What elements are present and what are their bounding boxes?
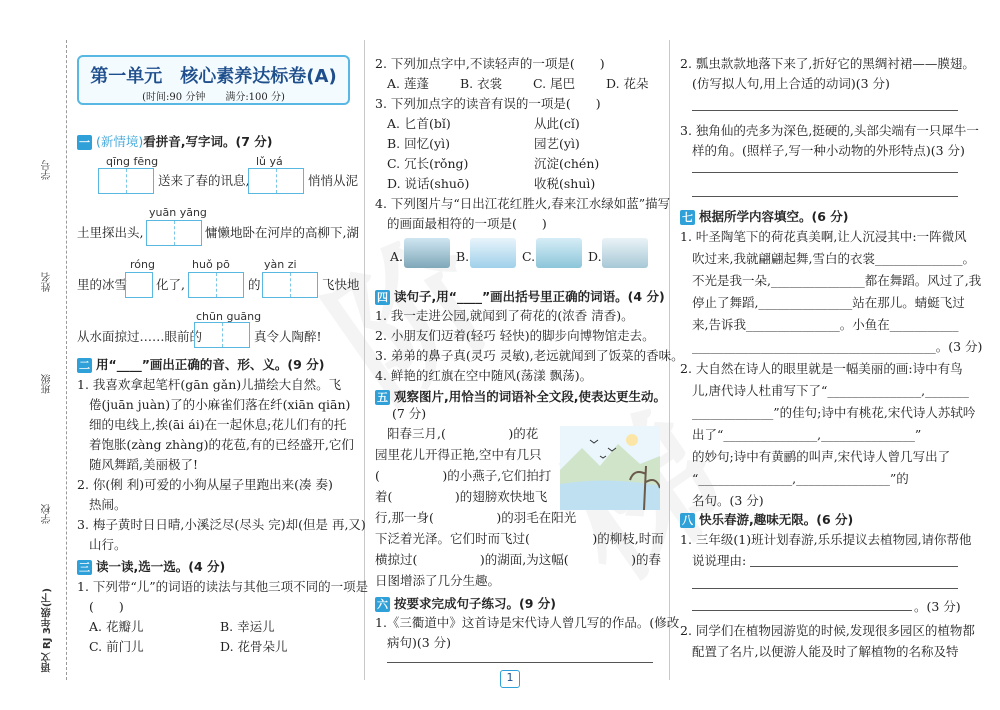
fill-line[interactable]: 来,告诉我_______________。小鱼在___________: [692, 317, 959, 332]
option-b[interactable]: B. 衣裳: [460, 76, 503, 91]
fill-line: 名句。(3 分): [692, 493, 764, 508]
pinyin: róng: [130, 258, 155, 271]
section-1-heading: 一 (新情境)看拼音,写字词。(7 分): [79, 134, 273, 149]
answer-grid[interactable]: [188, 272, 244, 298]
pinyin: lǔ yá: [256, 155, 283, 168]
question-line: 1. 我一走进公园,就闻到了荷花的(浓香 清香)。: [375, 308, 634, 323]
passage-line: ( )的小燕子,它们拍打: [375, 468, 552, 483]
question-line: 2. 你(俐 利)可爱的小狗从屋子里跑出来(凑 奏): [77, 477, 333, 492]
section-6-heading: 六 按要求完成句子练习。(9 分): [377, 596, 556, 611]
answer-line[interactable]: [387, 662, 653, 663]
question-line: 细的电线上,挨(āi ái)在一起休息;花儿们有的托: [89, 417, 347, 432]
option-a-image: [404, 238, 450, 268]
pinyin: yàn zi: [264, 258, 297, 271]
fill-line[interactable]: 吹过来,我就翩翩起舞,雪白的衣裳______________。: [692, 251, 975, 266]
answer-bracket[interactable]: ( ): [89, 599, 124, 614]
option-a[interactable]: A.: [390, 249, 404, 264]
pinyin: chūn guāng: [196, 310, 262, 323]
pinyin: yuān yāng: [149, 206, 207, 219]
option-d[interactable]: D. 花朵: [606, 76, 649, 91]
question-line: 样的角。(照样子,写一种小动物的外形特点)(3 分): [692, 143, 965, 158]
answer-line[interactable]: [692, 610, 912, 611]
spring-scene-illustration: [560, 426, 660, 510]
question-line: 3. 独角仙的壳多为深色,挺硬的,头部尖端有一只犀牛一: [680, 123, 979, 138]
question-line: 2. 下列加点字中,不读轻声的一项是( ): [375, 56, 605, 71]
question-line: 病句)(3 分): [387, 635, 452, 650]
text-line: 真令人陶醉!: [254, 329, 322, 344]
question-line: 着饱胀(zàng zhàng)的花苞,有的已经盛开,它们: [89, 437, 354, 452]
option-c[interactable]: C. 冗长(rǒng): [387, 156, 469, 171]
question-line: 4. 下列图片与“日出江花红胜火,春来江水绿如蓝”描写: [375, 196, 671, 211]
question-line: 说说理由:: [692, 553, 747, 568]
question-line: 倦(juān juàn)了的小麻雀们落在纤(xiān qiān): [89, 397, 351, 412]
option-d[interactable]: D. 说话(shuō): [387, 176, 470, 191]
text-line: 飞快地: [322, 277, 360, 292]
text-line: 从水面掠过……眼前的: [77, 329, 203, 344]
option-a[interactable]: A. 莲蓬: [387, 76, 429, 91]
passage-line: 园里花儿开得正艳,空中有几只: [375, 447, 542, 462]
option-c-word: 沉淀(chén): [534, 156, 600, 171]
section-5-heading: 五 观察图片,用恰当的词语补全文段,使表达更生动。: [377, 389, 666, 404]
passage-line: 横掠过( )的湖面,为这幅( )的春: [375, 552, 661, 567]
question-line: 配置了名片,以便游人能及时了解植物的名称及特: [692, 644, 959, 659]
question-line: (仿写拟人句,用上合适的动词)(3 分): [692, 76, 890, 91]
option-c-image: [536, 238, 582, 268]
question-line: 热闹。: [89, 497, 127, 512]
question-line: 2. 同学们在植物园游览的时候,发现很多园区的植物都: [680, 623, 975, 638]
fill-line: 的妙句;诗中有黄鹂的叫声,宋代诗人曾几写出了: [692, 449, 951, 464]
fill-line[interactable]: “_______________,_______________”的: [692, 471, 909, 486]
spine-label: 语文 RJ 3年级(下): [42, 588, 53, 673]
fill-line[interactable]: 停止了舞蹈,_______________站在那儿。蜻蜓飞过: [692, 295, 965, 310]
answer-grid[interactable]: [194, 322, 250, 348]
question-line: 3. 弟弟的鼻子真(灵巧 灵敏),老远就闻到了饭菜的香味。: [375, 348, 684, 363]
fill-line[interactable]: 不光是我一朵,_______________都在舞蹈。风过了,我: [692, 273, 982, 288]
page-number: 1: [500, 670, 520, 688]
fill-line[interactable]: _______________________________________。(3 分): [692, 339, 983, 354]
text-line: 化了,: [156, 277, 185, 292]
option-a[interactable]: A. 匕首(bǐ): [387, 116, 451, 131]
fill-line: 2. 大自然在诗人的眼里就是一幅美丽的画:诗中有鸟: [680, 361, 963, 376]
answer-grid[interactable]: [248, 168, 304, 194]
option-b[interactable]: B. 幸运儿: [220, 619, 275, 634]
text-line: 悄悄从泥: [308, 173, 359, 188]
passage-line: 日图增添了几分生趣。: [375, 573, 501, 588]
question-line: 4. 鲜艳的红旗在空中随风(荡漾 飘荡)。: [375, 368, 593, 383]
section-2-heading: 二 用“____”画出正确的音、形、义。(9 分): [79, 357, 325, 372]
school-label: 学校: [42, 504, 53, 524]
score: (7 分): [392, 406, 427, 421]
answer-grid[interactable]: [98, 168, 154, 194]
question-line: 的画面最相符的一项是( ): [387, 216, 547, 231]
question-line: 随风舞蹈,美丽极了!: [89, 457, 198, 472]
answer-line[interactable]: [692, 172, 958, 173]
pinyin: qīng fēng: [106, 155, 159, 168]
fill-line: 1. 叶圣陶笔下的荷花真美啊,让人沉浸其中:一阵微风: [680, 229, 967, 244]
fill-line[interactable]: _____________”的佳句;诗中有桃花,宋代诗人苏轼吟: [692, 405, 976, 420]
option-d[interactable]: D. 花骨朵儿: [220, 639, 288, 654]
exam-info: (时间:90 分钟 满分:100 分): [142, 92, 285, 103]
option-b[interactable]: B. 回忆(yì): [387, 136, 450, 151]
passage-line: 阳春三月,( )的花: [387, 426, 539, 441]
option-b-word: 园艺(yì): [534, 136, 580, 151]
title-box: [77, 55, 350, 105]
option-b[interactable]: B.: [456, 249, 470, 264]
option-a-word: 从此(cǐ): [534, 116, 580, 131]
answer-line[interactable]: [692, 196, 958, 197]
option-c[interactable]: C. 前门儿: [89, 639, 144, 654]
question-line: 1.《三衢道中》这首诗是宋代诗人曾几写的作品。(修改: [375, 615, 680, 630]
text-line: 送来了春的讯息,: [158, 173, 250, 188]
section-3-heading: 三 读一读,选一选。(4 分): [79, 559, 226, 574]
score: 。(3 分): [914, 599, 961, 614]
question-line: 1. 下列带“儿”的词语的读法与其他三项不同的一项是: [77, 579, 369, 594]
text-line: 土里探出头,: [77, 225, 144, 240]
answer-line[interactable]: [692, 588, 958, 589]
option-d-image: [602, 238, 648, 268]
binding-margin: [0, 0, 68, 710]
cut-line: [66, 40, 67, 680]
option-d[interactable]: D.: [588, 249, 602, 264]
option-c[interactable]: C.: [522, 249, 536, 264]
student-id-label: 学号: [42, 160, 53, 180]
fill-line[interactable]: 儿,唐代诗人杜甫写下了“_______________,_______: [692, 383, 969, 398]
question-line: 1. 三年级(1)班计划春游,乐乐提议去植物园,请你帮他: [680, 532, 972, 547]
fill-line[interactable]: 出了“_______________,_______________”: [692, 427, 922, 442]
question-line: 3. 梅子黄时日日晴,小溪泛尽(尽头 完)却(但是 再,又): [77, 517, 366, 532]
section-8-heading: 八 快乐春游,趣味无限。(6 分): [682, 512, 854, 527]
page-title: 第一单元 核心素养达标卷(A): [90, 66, 337, 87]
text-line: 的: [248, 277, 261, 292]
section-7-heading: 七 根据所学内容填空。(6 分): [682, 209, 849, 224]
question-line: 山行。: [89, 537, 127, 552]
question-line: 2. 小朋友们迈着(轻巧 轻快)的脚步向博物馆走去。: [375, 328, 655, 343]
option-a[interactable]: A. 花瓣儿: [89, 619, 144, 634]
answer-grid[interactable]: [125, 272, 153, 298]
name-label: 姓名: [42, 272, 53, 292]
section-4-heading: 四 读句子,用“____”画出括号里正确的词语。(4 分): [377, 289, 665, 304]
class-label: 班级: [42, 374, 53, 394]
question-line: 3. 下列加点字的读音有误的一项是( ): [375, 96, 601, 111]
option-d-word: 收税(shuì): [534, 176, 596, 191]
text-line: 慵懒地卧在河岸的高柳下,湖: [205, 225, 359, 240]
question-line: 2. 瓢虫款款地落下来了,折好它的黑绸衬裙——膜翅。: [680, 56, 975, 71]
answer-line[interactable]: [692, 110, 958, 111]
answer-line[interactable]: [750, 566, 958, 567]
answer-grid[interactable]: [262, 272, 318, 298]
pinyin: huǒ pō: [192, 258, 230, 271]
passage-line: 行,那一身( )的羽毛在阳光: [375, 510, 577, 525]
option-b-image: [470, 238, 516, 268]
text-line: 里的冰雪: [77, 277, 128, 292]
passage-line: 着( )的翅膀欢快地飞: [375, 489, 548, 504]
question-line: 1. 我喜欢拿起笔杆(gān gǎn)儿描绘大自然。飞: [77, 377, 342, 392]
passage-line: 下泛着光泽。它们时而飞过( )的柳枝,时而: [375, 531, 664, 546]
option-c[interactable]: C. 尾巴: [533, 76, 576, 91]
answer-grid[interactable]: [146, 220, 202, 246]
